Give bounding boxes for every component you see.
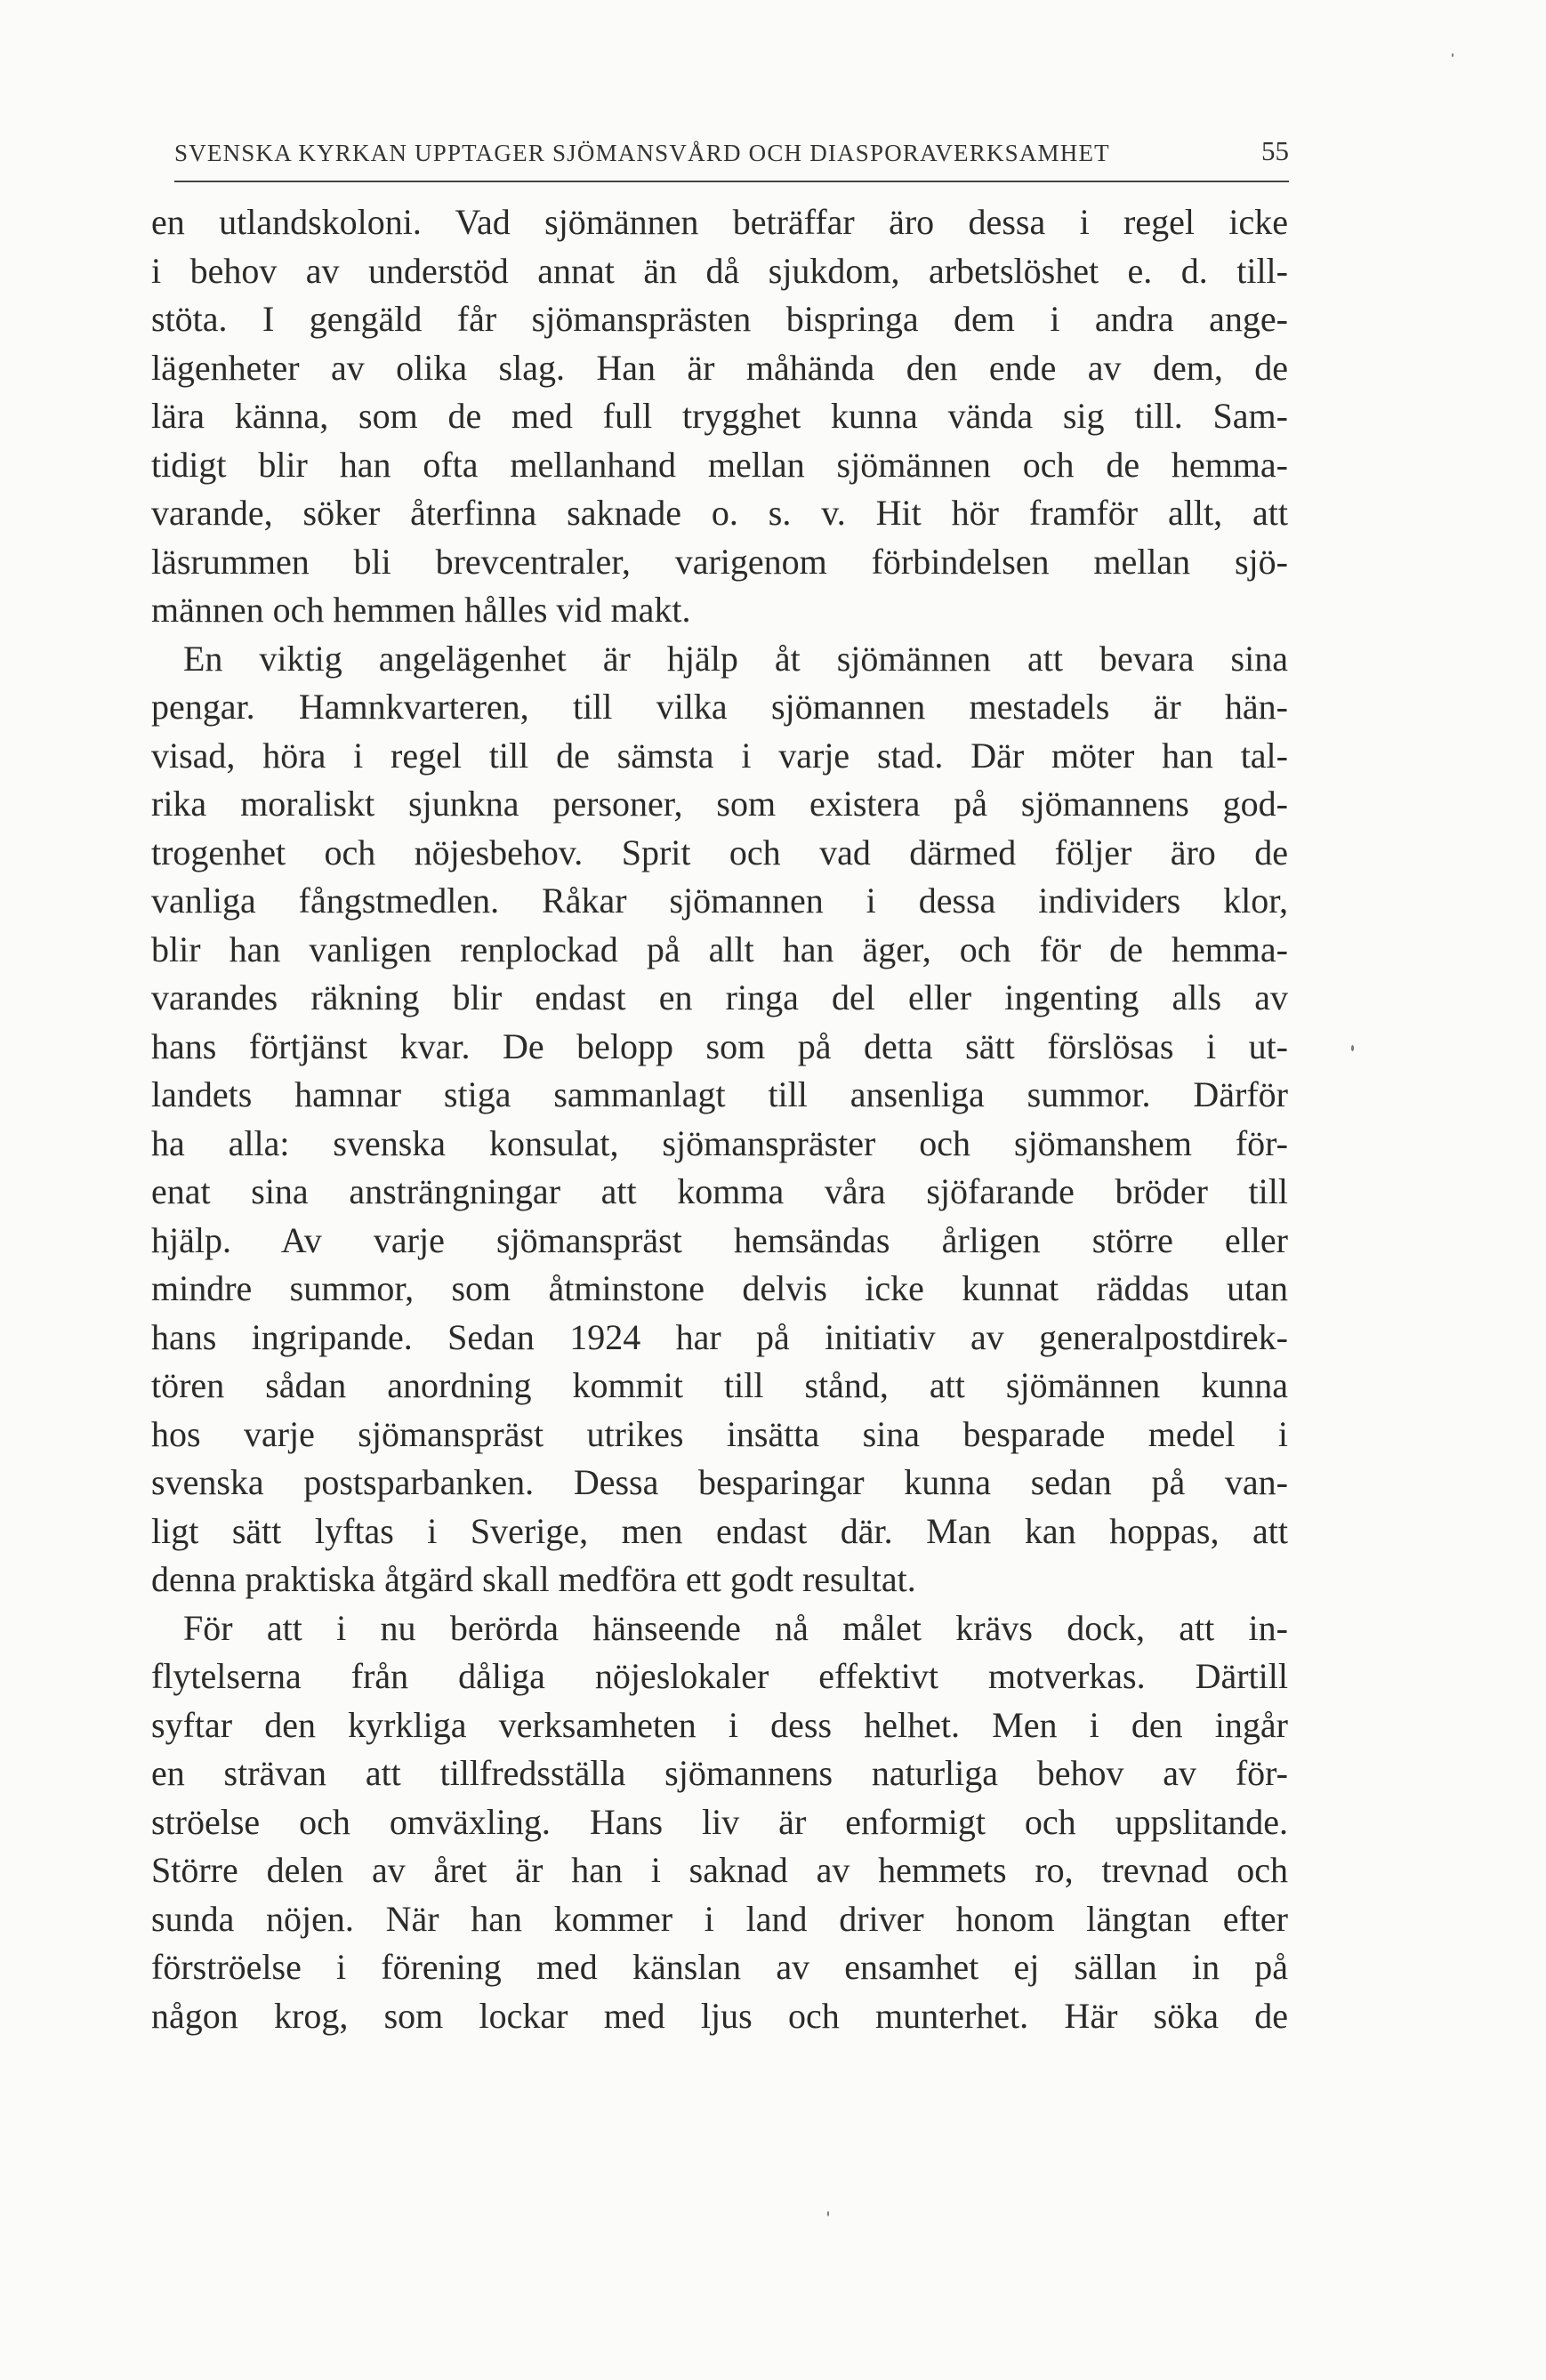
text-line: sunda nöjen. När han kommer i land driver honom längtan efter [151,1898,1288,1939]
text-line: För att i nu berörda hänseende nå målet krävs dock, att in- [183,1607,1288,1648]
text-line: hjälp. Av varje sjömanspräst hemsändas årligen större eller [151,1219,1288,1260]
text-line: varande, söker återfinna saknade o. s. v. Hit hör framför allt, att [151,493,1288,533]
text-line: svenska postsparbanken. Dessa besparingar kunna sedan på van- [151,1462,1288,1502]
running-title: SVENSKA KYRKAN UPPTAGER SJÖMANSVÅRD OCH DIASPORAVERKSAMHET [174,140,1110,166]
text-line: läsrummen bli brevcentraler, varigenom förbindelsen mellan sjö- [151,541,1288,582]
text-line: förströelse i förening med känslan av ensamhet ej sällan in på [151,1947,1288,1987]
text-line: landets hamnar stiga sammanlagt till ansenliga summor. Därför [151,1074,1288,1114]
text-line: varandes räkning blir endast en ringa del eller ingenting alls av [151,977,1288,1017]
text-line: lägenheter av olika slag. Han är måhända den ende av dem, de [151,347,1288,388]
header-rule [174,181,1289,182]
text-line: En viktig angelägenhet är hjälp åt sjömännen att bevara sina [183,638,1288,679]
text-line: pengar. Hamnkvarteren, till vilka sjömannen mestadels är hän- [151,687,1288,727]
running-head [174,123,1289,167]
paper-speck [1452,53,1453,57]
text-line: ligt sätt lyftas i Sverige, men endast där. Man kan hoppas, att [151,1510,1288,1551]
text-line: ha alla: svenska konsulat, sjömanspräster och sjömanshem för- [151,1122,1288,1163]
body-text [151,198,1288,2040]
text-line: flytelserna från dåliga nöjeslokaler effektivt motverkas. Därtill [151,1656,1288,1696]
text-line: denna praktiska åtgärd skall medföra ett godt resultat. [151,1559,916,1599]
text-line: rika moraliskt sjunkna personer, som existera på sjömannens god- [151,784,1288,824]
text-line: vanliga fångstmedlen. Råkar sjömannen i dessa individers klor, [151,880,1288,921]
paragraph-2 [151,635,1288,1604]
text-line: ströelse och omväxling. Hans liv är enformigt och uppslitande. [151,1801,1288,1842]
text-line: trogenhet och nöjesbehov. Sprit och vad därmed följer äro de [151,832,1288,872]
text-line: någon krog, som lockar med ljus och munterhet. Här söka de [151,1995,1288,2036]
text-line: hans ingripande. Sedan 1924 har på initiativ av generalpostdirek- [151,1316,1288,1357]
text-line: mindre summor, som åtminstone delvis icke kunnat räddas utan [151,1268,1288,1308]
text-line: blir han vanligen renplockad på allt han äger, och för de hemma- [151,929,1288,969]
text-line: syftar den kyrkliga verksamheten i dess helhet. Men i den ingår [151,1704,1288,1745]
text-line: männen och hemmen hålles vid makt. [151,590,691,630]
text-line: enat sina ansträngningar att komma våra sjöfarande bröder till [151,1171,1288,1211]
paper-speck [1351,1045,1354,1051]
text-line: i behov av understöd annat än då sjukdom, arbetslöshet e. d. till- [151,250,1288,291]
text-line: stöta. I gengäld får sjömansprästen bispringa dem i andra ange- [151,299,1288,339]
text-line: en utlandskoloni. Vad sjömännen beträffar äro dessa i regel icke [151,202,1288,242]
page-number: 55 [1261,135,1289,166]
text-line: hans förtjänst kvar. De belopp som på detta sätt förslösas i ut- [151,1025,1288,1066]
paper-speck [827,2211,829,2216]
text-line: lära känna, som de med full trygghet kunna vända sig till. Sam- [151,396,1288,436]
text-line: visad, höra i regel till de sämsta i varje stad. Där möter han tal- [151,735,1288,776]
text-line: tören sådan anordning kommit till stånd, att sjömännen kunna [151,1365,1288,1405]
text-line: hos varje sjömanspräst utrikes insätta sina besparade medel i [151,1413,1288,1454]
text-line: en strävan att tillfredsställa sjömannens naturliga behov av för- [151,1753,1288,1793]
text-line: tidigt blir han ofta mellanhand mellan sjömännen och de hemma- [151,444,1288,485]
paragraph-1 [151,198,1288,635]
paragraph-3 [151,1604,1288,2041]
text-line: Större delen av året är han i saknad av hemmets ro, trevnad och [151,1850,1288,1890]
